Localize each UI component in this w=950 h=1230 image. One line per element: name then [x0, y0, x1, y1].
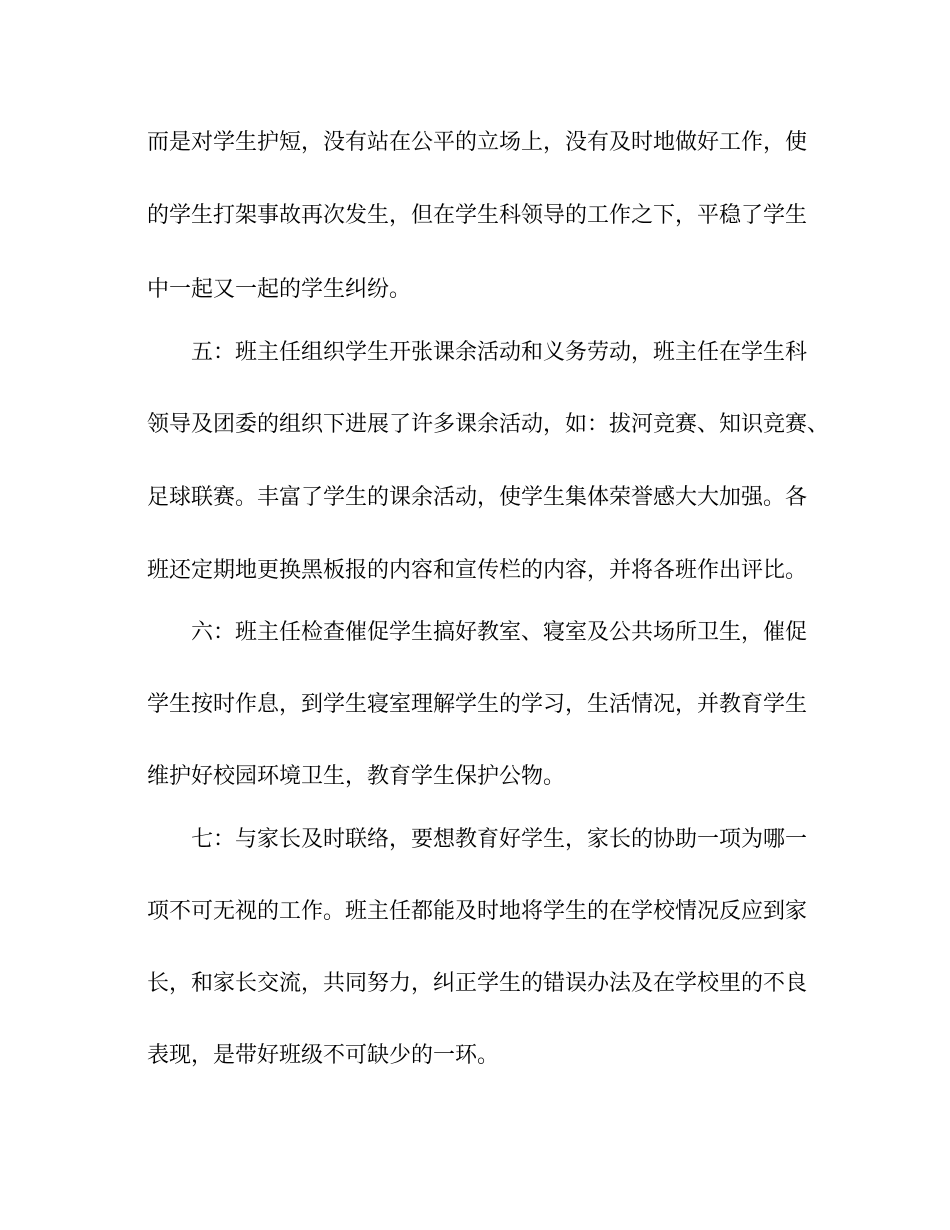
paragraph-seven-start: 七：与家长及时联络，要想教育好学生，家长的协助一项为哪一 — [191, 827, 808, 852]
paragraph-five-start: 五：班主任组织学生开张课余活动和义务劳动，班主任在学生科 — [191, 340, 808, 365]
text-line: 中一起又一起的学生纠纷。 — [147, 277, 412, 302]
text-line: 维护好校园环境卫生，教育学生保护公物。 — [147, 764, 566, 789]
text-line: 表现，是带好班级不可缺少的一环。 — [147, 1043, 500, 1068]
text-line: 的学生打架事故再次发生，但在学生科领导的工作之下，平稳了学生 — [147, 203, 808, 228]
text-line: 班还定期地更换黑板报的内容和宣传栏的内容，并将各班作出评比。 — [147, 558, 808, 583]
text-line: 长，和家长交流，共同努力，纠正学生的错误办法及在学校里的不良 — [147, 971, 808, 996]
paragraph-six-start: 六：班主任检查催促学生搞好教室、寝室及公共场所卫生，催促 — [191, 620, 808, 645]
text-line: 而是对学生护短，没有站在公平的立场上，没有及时地做好工作，使 — [147, 130, 808, 155]
text-line: 学生按时作息，到学生寝室理解学生的学习，生活情况，并教育学生 — [147, 692, 808, 717]
text-line: 领导及团委的组织下进展了许多课余活动，如：拔河竞赛、知识竞赛、 — [147, 412, 830, 437]
text-line: 足球联赛。丰富了学生的课余活动，使学生集体荣誉感大大加强。各 — [147, 485, 808, 510]
text-line: 项不可无视的工作。班主任都能及时地将学生的在学校情况反应到家 — [147, 899, 808, 924]
